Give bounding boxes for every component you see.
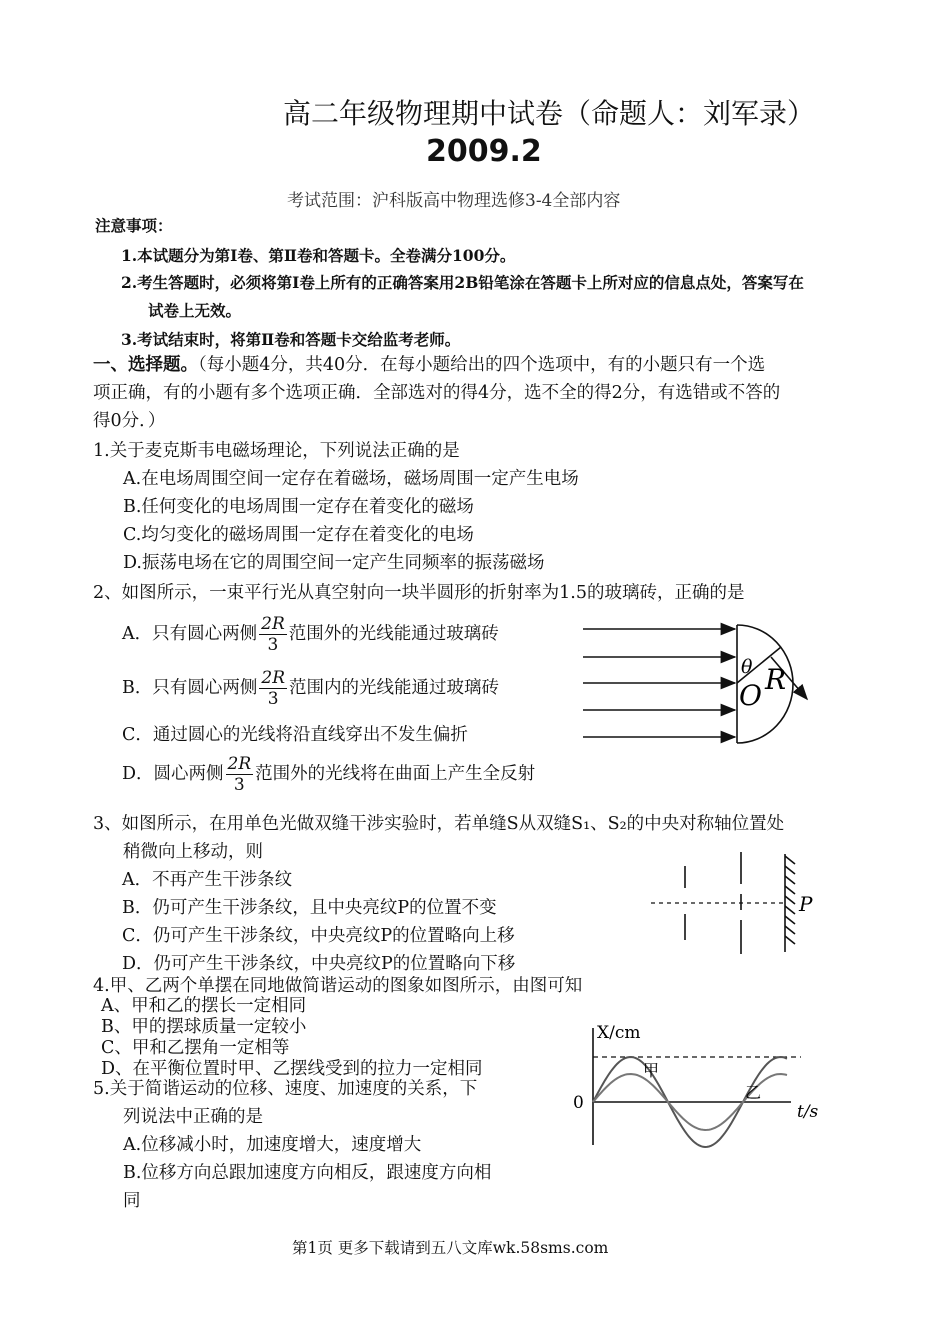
q2-option-b: B．只有圆心两侧 $\frac{2R}{3}$ 范围内的光线能通过玻璃砖 (122, 668, 499, 709)
q1-option-c: C.均匀变化的磁场周围一定存在着变化的电场 (123, 525, 474, 545)
q1-option-b: B.任何变化的电场周围一定存在着变化的磁场 (123, 497, 474, 517)
q5-option-b-cont: 同 (123, 1191, 141, 1211)
section-heading: 一、选择题。 (93, 355, 198, 375)
q4-option-a: A、甲和乙的摆长一定相同 (101, 996, 307, 1016)
center-o-label: O (739, 679, 762, 712)
series-yi-label: 乙 (745, 1083, 762, 1102)
screen-hatch (785, 936, 795, 944)
screen-hatch (785, 906, 795, 914)
series-jia-label: 甲 (643, 1061, 660, 1080)
semicircle-glass-figure (575, 615, 825, 750)
q1-option-d: D.振荡电场在它的周围空间一定产生同频率的振荡磁场 (123, 553, 545, 573)
notes-heading: 注意事项： (95, 216, 173, 235)
q1-option-a: A.在电场周围空间一定存在着磁场，磁场周围一定产生电场 (123, 469, 579, 489)
q2-stem: 2、如图所示，一束平行光从真空射向一块半圆形的折射率为1.5的玻璃砖，正确的是 (93, 583, 745, 603)
section-intro-line2: 项正确，有的小题有多个选项正确．全部选对的得4分，选不全的得2分，有选错或不答的 (93, 383, 781, 403)
fraction-2r-3: $\frac{2R}{3}$ (261, 668, 285, 709)
q2-option-d: D．圆心两侧 $\frac{2R}{3}$ 范围外的光线将在曲面上产生全反射 (122, 754, 536, 795)
x-axis-label: t/s (797, 1102, 819, 1122)
q3-option-c: C．仍可产生干涉条纹，中央亮纹P的位置略向上移 (122, 926, 515, 946)
screen-hatch (785, 886, 795, 894)
q1-stem: 1.关于麦克斯韦电磁场理论，下列说法正确的是 (93, 441, 460, 461)
exam-scope: 考试范围：沪科版高中物理选修3-4全部内容 (287, 191, 621, 211)
screen-hatch (785, 856, 795, 864)
section-intro-line3: 得0分．） (93, 411, 166, 431)
note-1: 1.本试题分为第Ⅰ卷、第Ⅱ卷和答题卡。全卷满分100分。 (121, 246, 516, 265)
pendulum-graph (565, 1020, 825, 1150)
q3-option-d: D．仍可产生干涉条纹，中央亮纹P的位置略向下移 (122, 954, 516, 974)
fraction-2r-3: $\frac{2R}{3}$ (261, 614, 285, 655)
q2-option-c: C．通过圆心的光线将沿直线穿出不发生偏折 (122, 725, 468, 745)
q5-option-a: A.位移减小时，加速度增大，速度增大 (123, 1135, 422, 1155)
radius-r-label: R (765, 663, 787, 696)
screen-hatch (785, 916, 795, 924)
q5-stem-line2: 列说法中正确的是 (123, 1107, 263, 1127)
note-3: 3.考试结束时，将第Ⅱ卷和答题卡交给监考老师。 (121, 330, 461, 349)
point-p-label: P (799, 892, 813, 916)
screen-hatch (785, 926, 795, 934)
exam-date: 2009.2 (426, 134, 542, 169)
q3-option-a: A．不再产生干涉条纹 (122, 870, 293, 890)
page-title: 高二年级物理期中试卷（命题人：刘军录） (283, 97, 816, 130)
note-2-cont: 试卷上无效。 (148, 301, 242, 320)
q5-stem-line1: 5.关于简谐运动的位移、速度、加速度的关系，下 (93, 1079, 478, 1099)
section-intro-line1 (93, 351, 765, 379)
y-axis-label: X/cm (597, 1023, 641, 1043)
screen-hatch (785, 896, 795, 904)
origin-label: 0 (573, 1093, 584, 1113)
q3-stem-line2: 稍微向上移动，则 (123, 842, 263, 862)
note-2: 2.考生答题时，必须将第Ⅰ卷上所有的正确答案用2B铅笔涂在答题卡上所对应的信息点处，答案写在 (121, 273, 804, 292)
double-slit-figure (645, 848, 825, 958)
section-intro-text: （每小题4分，共40分．在每小题给出的四个选项中，有的小题只有一个选 (198, 355, 766, 375)
q4-option-b: B、甲的摆球质量一定较小 (101, 1017, 307, 1037)
screen-hatch (785, 866, 795, 874)
q4-option-c: C、甲和乙摆角一定相等 (101, 1038, 290, 1058)
q2-option-a: A．只有圆心两侧 $\frac{2R}{3}$ 范围外的光线能通过玻璃砖 (122, 614, 499, 655)
screen-hatch (785, 876, 795, 884)
q3-option-b: B．仍可产生干涉条纹，且中央亮纹P的位置不变 (122, 898, 497, 918)
q5-option-b: B.位移方向总跟加速度方向相反，跟速度方向相 (123, 1163, 492, 1183)
page-footer: 第1页 更多下载请到五八文库wk.58sms.com (292, 1239, 609, 1257)
fraction-2r-3: $\frac{2R}{3}$ (227, 754, 252, 795)
q3-stem-line1: 3、如图所示，在用单色光做双缝干涉实验时，若单缝S从双缝S₁、S₂的中央对称轴位置处 (93, 814, 785, 834)
q4-stem: 4.甲、乙两个单摆在同地做简谐运动的图象如图所示，由图可知 (93, 976, 583, 996)
theta-label: θ (741, 656, 753, 678)
q4-option-d: D、在平衡位置时甲、乙摆线受到的拉力一定相同 (101, 1059, 483, 1079)
